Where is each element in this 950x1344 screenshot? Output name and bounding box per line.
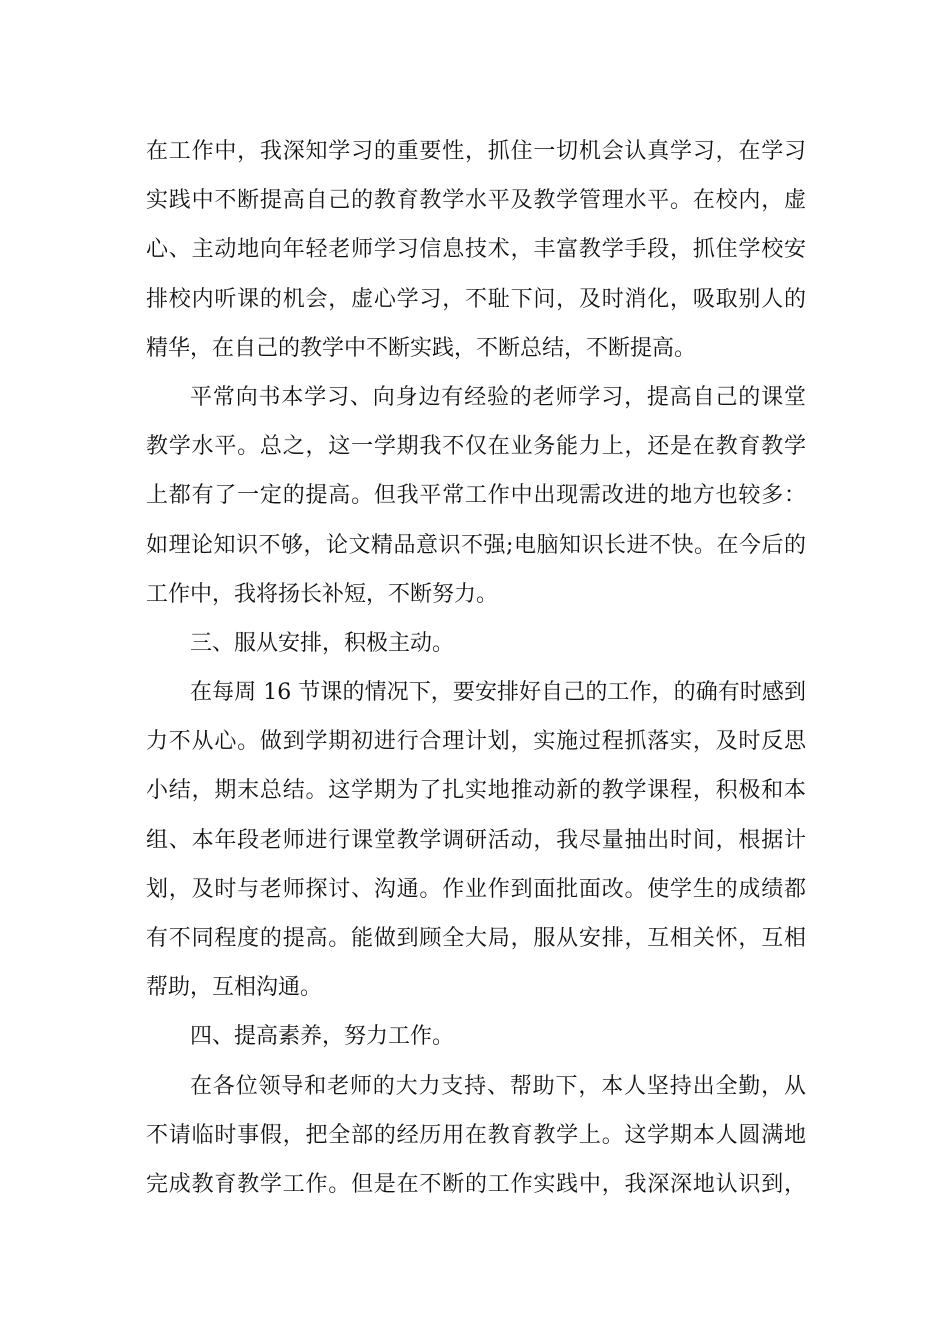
section-heading — [146, 619, 806, 668]
text-line: 实践中不断提高自己的教育教学水平及教学管理水平。在校内，虚 — [146, 188, 806, 214]
paragraph — [146, 1062, 806, 1210]
text-line: 在各位领导和老师的大力支持、帮助下，本人坚持出全勤，从 — [190, 1073, 806, 1099]
text-line: 排校内听课的机会，虚心学习，不耻下问，及时消化，吸取别人的 — [146, 286, 806, 312]
text-line: 有不同程度的提高。能做到顾全大局，服从安排，互相关怀，互相 — [146, 926, 806, 951]
text-line: 力不从心。做到学期初进行合理计划，实施过程抓落实，及时反思 — [146, 729, 806, 755]
text-line: 工作中，我将扬长补短，不断努力。 — [146, 581, 499, 607]
text-line: 教学水平。总之，这一学期我不仅在业务能力上，还是在教育教学 — [146, 434, 806, 460]
text-line: 平常向书本学习、向身边有经验的老师学习，提高自己的课堂 — [190, 384, 806, 410]
text-line: 三、服从安排，积极主动。 — [190, 630, 455, 656]
text-line: 完成教育教学工作。但是在不断的工作实践中，我深深地认识到， — [146, 1171, 806, 1197]
text-line: 不请临时事假，把全部的经历用在教育教学上。这学期本人圆满地 — [146, 1122, 806, 1148]
text-line: 帮助，互相沟通。 — [146, 975, 323, 1001]
paragraph — [146, 373, 806, 619]
text-line: 心、主动地向年轻老师学习信息技术，丰富教学手段，抓住学校安 — [146, 237, 806, 263]
text-line: 在工作中，我深知学习的重要性，抓住一切机会认真学习，在学习 — [146, 139, 806, 164]
paragraph — [146, 668, 806, 1012]
section-heading — [146, 1012, 806, 1061]
text-line: 小结，期末总结。这学期为了扎实地推动新的教学课程，积极和本 — [146, 778, 806, 804]
document-body — [146, 127, 806, 1209]
text-line: 划，及时与老师探讨、沟通。作业作到面批面改。使学生的成绩都 — [146, 876, 806, 902]
text-line: 如理论知识不够，论文精品意识不强;电脑知识长进不快。在今后的 — [146, 532, 806, 558]
text-line: 组、本年段老师进行课堂教学调研活动，我尽量抽出时间，根据计 — [146, 827, 806, 853]
text-line: 上都有了一定的提高。但我平常工作中出现需改进的地方也较多： — [146, 483, 806, 509]
text-line: 精华，在自己的教学中不断实践，不断总结，不断提高。 — [146, 335, 697, 361]
text-line: 四、提高素养，努力工作。 — [190, 1024, 455, 1050]
paragraph — [146, 127, 806, 373]
text-line: 在每周 16 节课的情况下，要安排好自己的工作，的确有时感到 — [190, 680, 806, 706]
